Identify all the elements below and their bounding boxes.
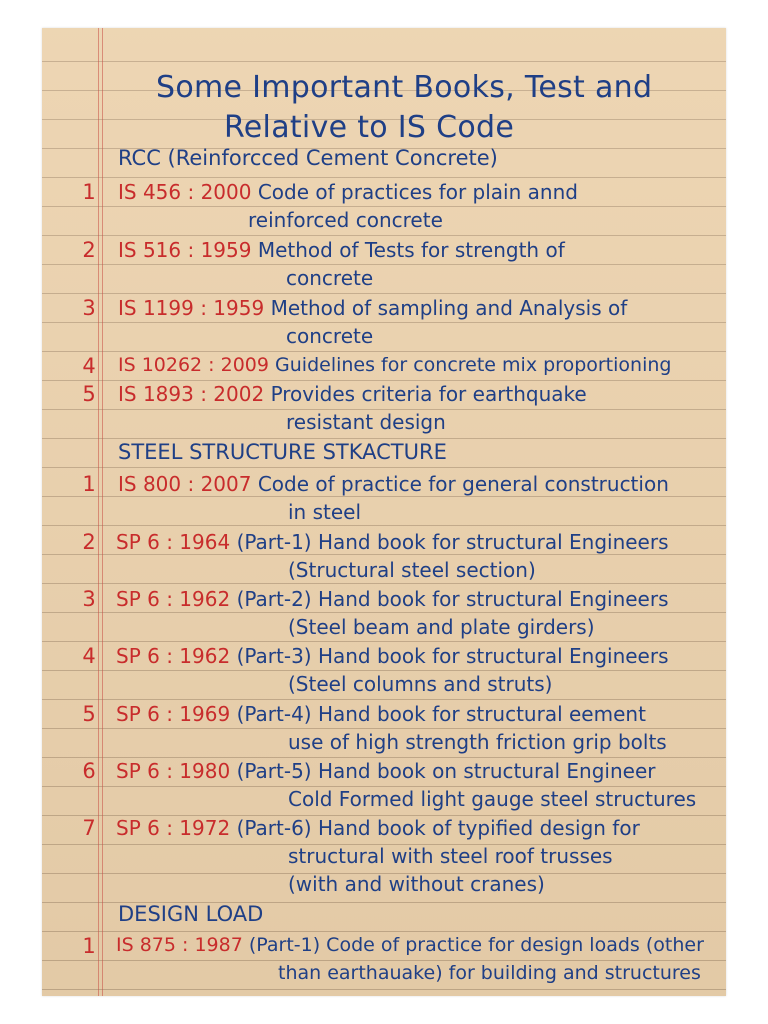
item-code: SP 6 : 1962 (116, 644, 231, 668)
item-number: 1 (82, 934, 96, 958)
item-description: (Part-6) Hand book of typified design for (236, 816, 640, 840)
item-number: 1 (82, 180, 96, 204)
item-description: Code of practice for general construction (257, 472, 669, 496)
item-continuation: Cold Formed light gauge steel structures (288, 787, 697, 811)
list-item (116, 816, 640, 840)
item-number: 5 (82, 702, 96, 726)
item-continuation: (Steel beam and plate girders) (288, 615, 595, 639)
item-description: (Part-4) Hand book for structural eement (236, 702, 646, 726)
list-item (118, 180, 578, 204)
item-description: (Part-5) Hand book on structural Engineer (236, 759, 656, 783)
item-code: IS 875 : 1987 (116, 934, 243, 956)
section-heading-rcc: RCC (Reinforcced Cement Concrete) (118, 146, 498, 170)
item-number: 4 (82, 644, 96, 668)
list-item (116, 702, 646, 726)
item-code: IS 516 : 1959 (118, 238, 252, 262)
page-title-line-2: Relative to IS Code (224, 110, 515, 145)
item-code: IS 1893 : 2002 (118, 382, 265, 406)
margin-line (98, 28, 99, 996)
list-item (116, 934, 704, 956)
item-description: (Part-1) Hand book for structural Engineers (236, 530, 669, 554)
item-code: SP 6 : 1972 (116, 816, 231, 840)
margin-line (102, 28, 103, 996)
list-item (118, 472, 669, 496)
item-code: SP 6 : 1964 (116, 530, 231, 554)
list-item (118, 296, 627, 320)
item-continuation: reinforced concrete (248, 208, 443, 232)
list-item (116, 644, 669, 668)
item-number: 5 (82, 382, 96, 406)
item-description: (Part-3) Hand book for structural Engineers (236, 644, 669, 668)
list-item (118, 238, 565, 262)
section-heading-design-load: DESIGN LOAD (118, 902, 264, 926)
item-code: SP 6 : 1980 (116, 759, 231, 783)
item-number: 2 (82, 530, 96, 554)
item-description: Guidelines for concrete mix proportioning (275, 354, 672, 376)
item-continuation: than earthauake) for building and structures (278, 962, 701, 984)
item-continuation: structural with steel roof trusses (288, 844, 613, 868)
item-code: IS 10262 : 2009 (118, 354, 269, 376)
item-continuation: use of high strength friction grip bolts (288, 730, 667, 754)
list-item (116, 759, 656, 783)
item-description: (Part-2) Hand book for structural Engineers (236, 587, 669, 611)
item-continuation: concrete (286, 266, 374, 290)
item-number: 2 (82, 238, 96, 262)
list-item (116, 530, 669, 554)
item-continuation: resistant design (286, 410, 446, 434)
item-number: 1 (82, 472, 96, 496)
item-description: Provides criteria for earthquake (270, 382, 587, 406)
page-title-line-1: Some Important Books, Test and (156, 70, 653, 105)
item-continuation: in steel (288, 500, 362, 524)
item-description: (Part-1) Code of practice for design loads (other (248, 934, 704, 956)
item-continuation: (with and without cranes) (288, 872, 545, 896)
item-number: 3 (82, 296, 96, 320)
item-description: Code of practices for plain annd (257, 180, 578, 204)
item-continuation: (Steel columns and struts) (288, 672, 553, 696)
item-description: Method of Tests for strength of (257, 238, 565, 262)
item-number: 4 (82, 354, 96, 378)
item-code: IS 1199 : 1959 (118, 296, 265, 320)
section-heading-steel: STEEL STRUCTURE STKACTURE (118, 440, 447, 464)
item-description: Method of sampling and Analysis of (270, 296, 628, 320)
item-number: 3 (82, 587, 96, 611)
list-item (118, 354, 671, 376)
item-code: SP 6 : 1962 (116, 587, 231, 611)
item-continuation: concrete (286, 324, 374, 348)
list-item (118, 382, 587, 406)
item-number: 7 (82, 816, 96, 840)
item-code: IS 800 : 2007 (118, 472, 252, 496)
list-item (116, 587, 669, 611)
item-number: 6 (82, 759, 96, 783)
item-continuation: (Structural steel section) (288, 558, 536, 582)
notebook-page (42, 28, 726, 996)
item-code: IS 456 : 2000 (118, 180, 252, 204)
item-code: SP 6 : 1969 (116, 702, 231, 726)
